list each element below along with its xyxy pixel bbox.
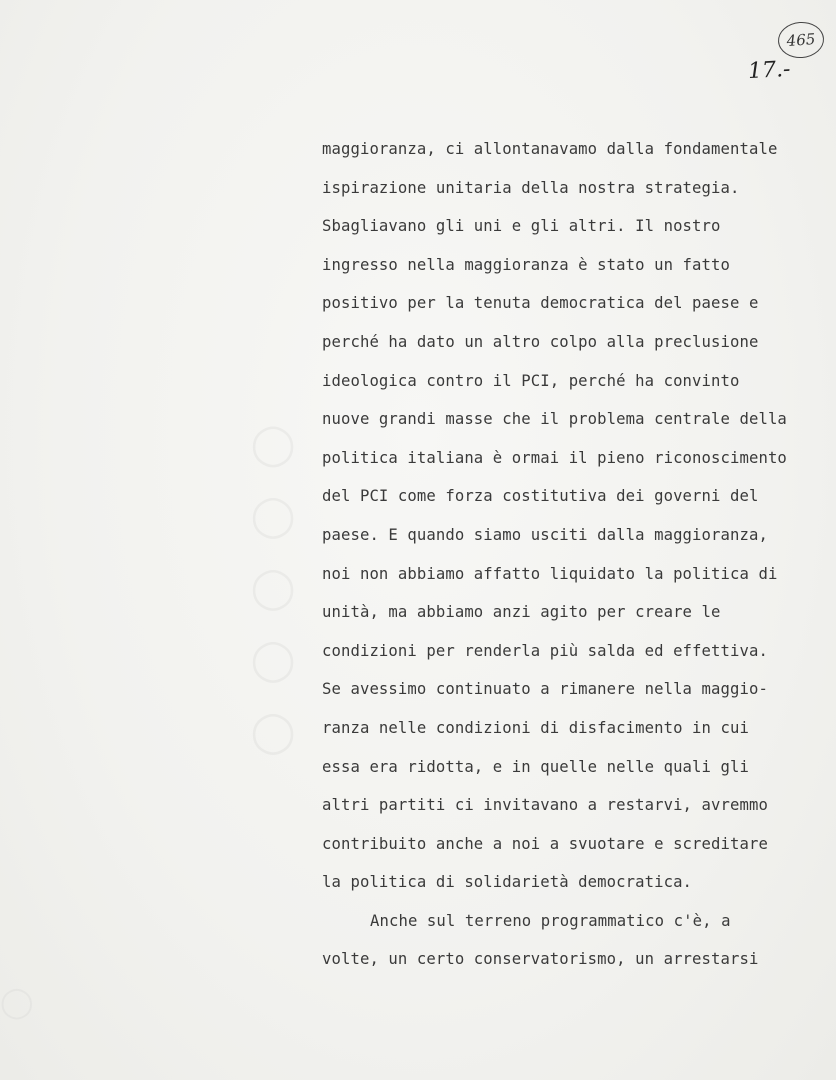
archive-watermark: ◯ ◯ ◯ ◯ ◯ <box>250 420 296 760</box>
text-line: Se avessimo continuato a rimanere nella maggio- <box>322 680 768 699</box>
text-line: paese. E quando siamo usciti dalla maggioranza, <box>322 525 768 544</box>
text-line: ideologica contro il PCI, perché ha convinto <box>322 371 740 390</box>
text-line: la politica di solidarietà democratica. <box>322 873 693 892</box>
text-line: del PCI come forza costitutiva dei governi del <box>322 487 759 506</box>
text-line: positivo per la tenuta democratica del paese e <box>322 294 759 313</box>
text-line: maggioranza, ci allontanavamo dalla fondamentale <box>322 140 778 158</box>
text-line: unità, ma abbiamo anzi agito per creare le <box>322 603 721 622</box>
text-line: Sbagliavano gli uni e gli altri. Il nostro <box>322 217 721 236</box>
text-line: contribuito anche a noi a svuotare e screditare <box>322 834 768 853</box>
page-number-text: 465 <box>786 30 816 50</box>
text-line: noi non abbiamo affatto liquidato la politica di <box>322 564 778 583</box>
text-line: ingresso nella maggioranza è stato un fatto <box>322 255 730 274</box>
text-line: volte, un certo conservatorismo, un arrestarsi <box>322 950 759 969</box>
text-line: ranza nelle condizioni di disfacimento in cui <box>322 718 749 737</box>
page-number-handwritten <box>777 20 825 59</box>
text-line: altri partiti ci invitavano a restarvi, avremmo <box>322 796 768 815</box>
text-line: nuove grandi masse che il problema centrale della <box>322 410 787 429</box>
text-line-paragraph-start: Anche sul terreno programmatico c'è, a <box>370 911 731 930</box>
text-line: essa era ridotta, e in quelle nelle quali gli <box>322 757 749 776</box>
text-line: perché ha dato un altro colpo alla preclusione <box>322 332 759 351</box>
text-line: ispirazione unitaria della nostra strategia. <box>322 178 740 197</box>
foundation-watermark: ◯ <box>0 985 34 1020</box>
section-number-handwritten: 17.- <box>747 56 792 85</box>
text-line: condizioni per renderla più salda ed effettiva. <box>322 641 768 660</box>
text-line: politica italiana è ormai il pieno riconoscimento <box>322 448 787 467</box>
typewritten-body <box>322 130 812 979</box>
